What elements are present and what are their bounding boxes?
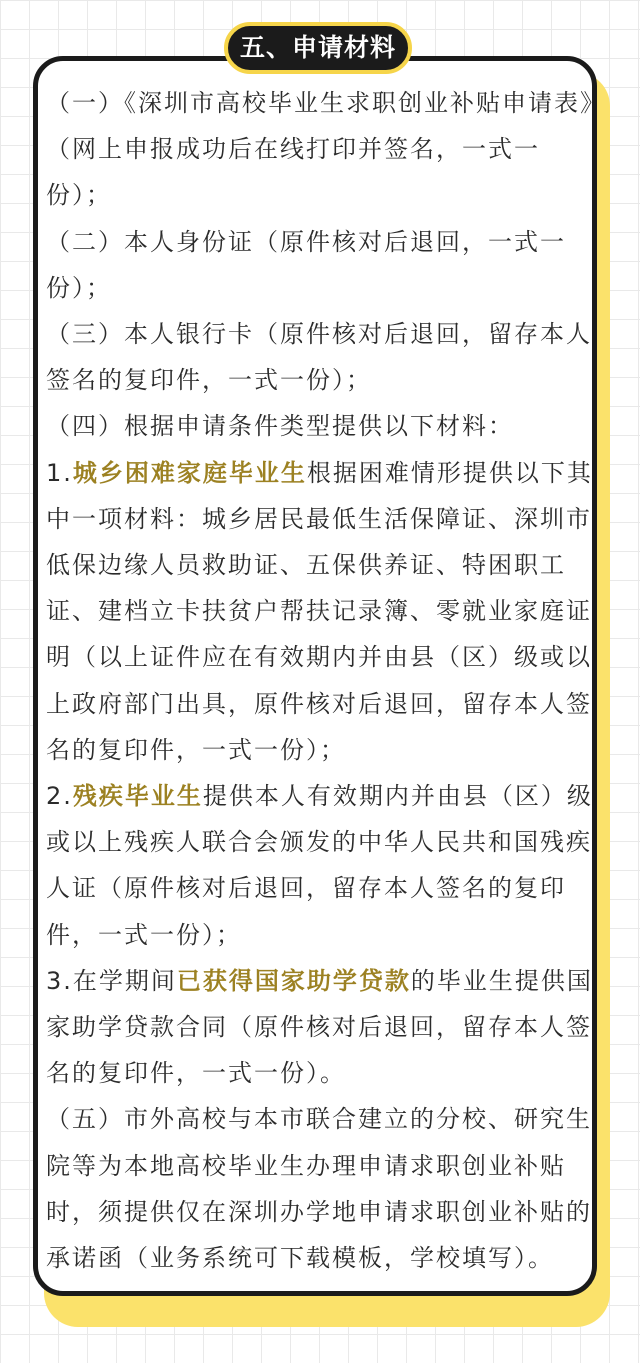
- sub-item-3: [46, 958, 598, 1097]
- sub-item-1-prefix: 1.: [46, 458, 73, 487]
- sub-item-1: [46, 450, 598, 773]
- item-5: （五）市外高校与本市联合建立的分校、研究生院等为本地高校毕业生办理申请求职创业补贴时，须提供仅在深圳办学地申请求职创业补贴的承诺函（业务系统可下载模板，学校填写）。: [46, 1105, 592, 1273]
- item-3: （三）本人银行卡（原件核对后退回，留存本人签名的复印件，一式一份）；: [46, 320, 592, 395]
- section-title: 五、申请材料: [224, 22, 412, 74]
- item-1: （一）《深圳市高校毕业生求职创业补贴申请表》（网上申报成功后在线打印并签名，一式一份）；: [46, 89, 594, 210]
- item-2: （二）本人身份证（原件核对后退回，一式一份）；: [46, 227, 566, 302]
- sub-item-2-highlight: 残疾毕业生: [72, 782, 203, 811]
- sub-item-1-highlight: 城乡困难家庭毕业生: [72, 458, 307, 487]
- sub-item-3-prefix: 3.在学期间: [46, 966, 177, 995]
- sub-item-2: [46, 773, 598, 958]
- sub-item-3-text: 的毕业生提供国家助学贷款合同（原件核对后退回，留存本人签名的复印件，一式一份）。: [46, 966, 593, 1088]
- sub-item-1-text: 根据困难情形提供以下其中一项材料：城乡居民最低生活保障证、深圳市低保边缘人员救助证、五保供养证、特困职工证、建档立卡扶贫户帮扶记录簿、零就业家庭证明（以上证件应在有效期内并由县（区）级或以上政府部门出具，原件核对后退回，留存本人签名的复印件，一式一份）；: [46, 458, 593, 764]
- materials-list: [46, 80, 598, 1281]
- item-4: （四）根据申请条件类型提供以下材料：: [46, 412, 514, 441]
- sub-item-2-prefix: 2.: [46, 782, 73, 811]
- sub-item-2-text: 提供本人有效期内并由县（区）级或以上残疾人联合会颁发的中华人民共和国残疾人证（原件核对后退回，留存本人签名的复印件，一式一份）；: [46, 782, 593, 949]
- sub-item-3-highlight: 已获得国家助学贷款: [176, 966, 411, 995]
